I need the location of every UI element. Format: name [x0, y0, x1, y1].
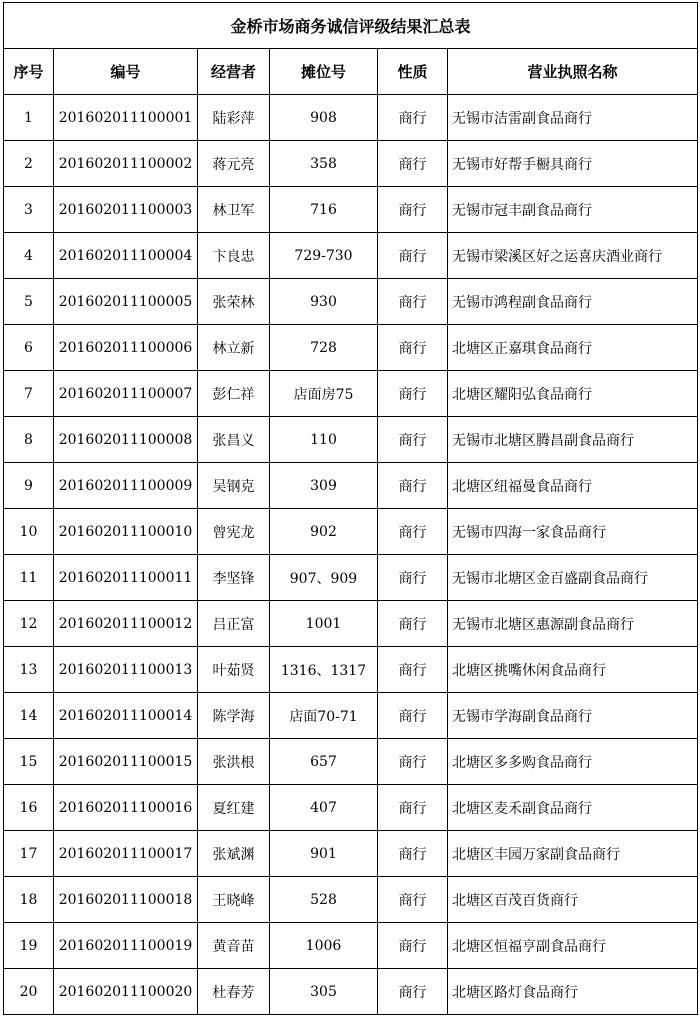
cell-code: 201602011100009 — [54, 463, 198, 509]
cell-nature: 商行 — [378, 923, 448, 969]
cell-operator: 卞良忠 — [198, 233, 270, 279]
table-row — [4, 325, 698, 371]
cell-license: 北塘区丰园万家副食品商行 — [448, 831, 698, 877]
cell-operator: 陆彩萍 — [198, 95, 270, 141]
cell-seq: 17 — [4, 831, 54, 877]
cell-stall: 657 — [270, 739, 378, 785]
cell-seq: 2 — [4, 141, 54, 187]
table-row — [4, 279, 698, 325]
table-row — [4, 647, 698, 693]
cell-seq: 10 — [4, 509, 54, 555]
cell-nature: 商行 — [378, 877, 448, 923]
cell-stall: 1316、1317 — [270, 647, 378, 693]
cell-nature: 商行 — [378, 969, 448, 1015]
cell-nature: 商行 — [378, 463, 448, 509]
header-stall: 摊位号 — [270, 49, 378, 95]
cell-nature: 商行 — [378, 279, 448, 325]
cell-stall: 1006 — [270, 923, 378, 969]
cell-stall: 930 — [270, 279, 378, 325]
cell-stall: 110 — [270, 417, 378, 463]
cell-code: 201602011100007 — [54, 371, 198, 417]
cell-code: 201602011100002 — [54, 141, 198, 187]
cell-seq: 14 — [4, 693, 54, 739]
cell-code: 201602011100010 — [54, 509, 198, 555]
cell-code: 201602011100018 — [54, 877, 198, 923]
cell-seq: 5 — [4, 279, 54, 325]
cell-code: 201602011100005 — [54, 279, 198, 325]
cell-nature: 商行 — [378, 739, 448, 785]
cell-code: 201602011100017 — [54, 831, 198, 877]
cell-seq: 1 — [4, 95, 54, 141]
cell-operator: 张昌义 — [198, 417, 270, 463]
cell-operator: 夏红建 — [198, 785, 270, 831]
cell-license: 无锡市冠丰副食品商行 — [448, 187, 698, 233]
table-row — [4, 739, 698, 785]
cell-nature: 商行 — [378, 693, 448, 739]
cell-code: 201602011100001 — [54, 95, 198, 141]
cell-code: 201602011100015 — [54, 739, 198, 785]
header-nature: 性质 — [378, 49, 448, 95]
cell-seq: 3 — [4, 187, 54, 233]
table-row — [4, 371, 698, 417]
cell-stall: 1001 — [270, 601, 378, 647]
table-row — [4, 923, 698, 969]
cell-code: 201602011100013 — [54, 647, 198, 693]
cell-code: 201602011100016 — [54, 785, 198, 831]
table-row — [4, 693, 698, 739]
header-operator: 经营者 — [198, 49, 270, 95]
cell-license: 无锡市梁溪区好之运喜庆酒业商行 — [448, 233, 698, 279]
cell-seq: 7 — [4, 371, 54, 417]
cell-stall: 店面房75 — [270, 371, 378, 417]
cell-stall: 358 — [270, 141, 378, 187]
cell-operator: 陈学海 — [198, 693, 270, 739]
cell-stall: 901 — [270, 831, 378, 877]
table-row — [4, 509, 698, 555]
table-body — [4, 95, 698, 1015]
cell-nature: 商行 — [378, 831, 448, 877]
header-seq: 序号 — [4, 49, 54, 95]
cell-license: 无锡市好帮手橱具商行 — [448, 141, 698, 187]
cell-stall: 309 — [270, 463, 378, 509]
cell-code: 201602011100003 — [54, 187, 198, 233]
cell-operator: 张洪根 — [198, 739, 270, 785]
cell-operator: 彭仁祥 — [198, 371, 270, 417]
table-row — [4, 601, 698, 647]
cell-nature: 商行 — [378, 95, 448, 141]
table-title: 金桥市场商务诚信评级结果汇总表 — [4, 3, 698, 49]
cell-code: 201602011100019 — [54, 923, 198, 969]
cell-seq: 4 — [4, 233, 54, 279]
cell-seq: 19 — [4, 923, 54, 969]
cell-stall: 902 — [270, 509, 378, 555]
cell-operator: 林立新 — [198, 325, 270, 371]
cell-seq: 18 — [4, 877, 54, 923]
cell-stall: 728 — [270, 325, 378, 371]
cell-operator: 张斌渊 — [198, 831, 270, 877]
cell-operator: 王晓峰 — [198, 877, 270, 923]
cell-operator: 李坚锋 — [198, 555, 270, 601]
cell-code: 201602011100012 — [54, 601, 198, 647]
cell-stall: 907、909 — [270, 555, 378, 601]
cell-stall: 528 — [270, 877, 378, 923]
cell-license: 无锡市学海副食品商行 — [448, 693, 698, 739]
table-row — [4, 877, 698, 923]
cell-seq: 16 — [4, 785, 54, 831]
cell-code: 201602011100006 — [54, 325, 198, 371]
cell-nature: 商行 — [378, 601, 448, 647]
table-row — [4, 831, 698, 877]
cell-license: 无锡市洁雷副食品商行 — [448, 95, 698, 141]
cell-nature: 商行 — [378, 187, 448, 233]
cell-stall: 407 — [270, 785, 378, 831]
cell-stall: 716 — [270, 187, 378, 233]
cell-seq: 15 — [4, 739, 54, 785]
header-license: 营业执照名称 — [448, 49, 698, 95]
cell-license: 无锡市四海一家食品商行 — [448, 509, 698, 555]
cell-nature: 商行 — [378, 785, 448, 831]
cell-stall: 店面70-71 — [270, 693, 378, 739]
cell-nature: 商行 — [378, 141, 448, 187]
cell-nature: 商行 — [378, 233, 448, 279]
cell-license: 北塘区耀阳弘食品商行 — [448, 371, 698, 417]
table-row — [4, 555, 698, 601]
table-row — [4, 969, 698, 1015]
cell-license: 无锡市北塘区惠源副食品商行 — [448, 601, 698, 647]
cell-code: 201602011100004 — [54, 233, 198, 279]
cell-license: 无锡市北塘区金百盛副食品商行 — [448, 555, 698, 601]
cell-license: 北塘区路灯食品商行 — [448, 969, 698, 1015]
cell-nature: 商行 — [378, 647, 448, 693]
cell-stall: 305 — [270, 969, 378, 1015]
cell-license: 北塘区纽福曼食品商行 — [448, 463, 698, 509]
header-row — [4, 49, 698, 95]
rating-table — [3, 2, 698, 1015]
cell-seq: 9 — [4, 463, 54, 509]
cell-seq: 8 — [4, 417, 54, 463]
cell-operator: 黄音苗 — [198, 923, 270, 969]
cell-stall: 729-730 — [270, 233, 378, 279]
cell-seq: 12 — [4, 601, 54, 647]
table-row — [4, 463, 698, 509]
cell-seq: 20 — [4, 969, 54, 1015]
cell-seq: 6 — [4, 325, 54, 371]
cell-stall: 908 — [270, 95, 378, 141]
cell-license: 无锡市鸿程副食品商行 — [448, 279, 698, 325]
cell-operator: 叶茹贤 — [198, 647, 270, 693]
cell-nature: 商行 — [378, 555, 448, 601]
table-row — [4, 233, 698, 279]
cell-license: 北塘区多多购食品商行 — [448, 739, 698, 785]
cell-license: 北塘区恒福亨副食品商行 — [448, 923, 698, 969]
cell-operator: 林卫军 — [198, 187, 270, 233]
cell-code: 201602011100008 — [54, 417, 198, 463]
table-row — [4, 417, 698, 463]
cell-license: 北塘区挑嘴休闲食品商行 — [448, 647, 698, 693]
table-row — [4, 95, 698, 141]
cell-operator: 吴钢克 — [198, 463, 270, 509]
summary-sheet — [3, 2, 697, 1015]
cell-operator: 曾宪龙 — [198, 509, 270, 555]
cell-license: 无锡市北塘区腾昌副食品商行 — [448, 417, 698, 463]
cell-code: 201602011100011 — [54, 555, 198, 601]
cell-seq: 13 — [4, 647, 54, 693]
cell-nature: 商行 — [378, 509, 448, 555]
table-row — [4, 141, 698, 187]
cell-operator: 杜春芳 — [198, 969, 270, 1015]
cell-nature: 商行 — [378, 371, 448, 417]
cell-license: 北塘区麦禾副食品商行 — [448, 785, 698, 831]
table-row — [4, 187, 698, 233]
cell-nature: 商行 — [378, 325, 448, 371]
cell-license: 北塘区百茂百货商行 — [448, 877, 698, 923]
cell-license: 北塘区正嘉琪食品商行 — [448, 325, 698, 371]
cell-code: 201602011100014 — [54, 693, 198, 739]
cell-operator: 张荣林 — [198, 279, 270, 325]
cell-operator: 蒋元亮 — [198, 141, 270, 187]
cell-code: 201602011100020 — [54, 969, 198, 1015]
title-row — [4, 3, 698, 49]
cell-seq: 11 — [4, 555, 54, 601]
cell-operator: 吕正富 — [198, 601, 270, 647]
cell-nature: 商行 — [378, 417, 448, 463]
header-code: 编号 — [54, 49, 198, 95]
table-row — [4, 785, 698, 831]
